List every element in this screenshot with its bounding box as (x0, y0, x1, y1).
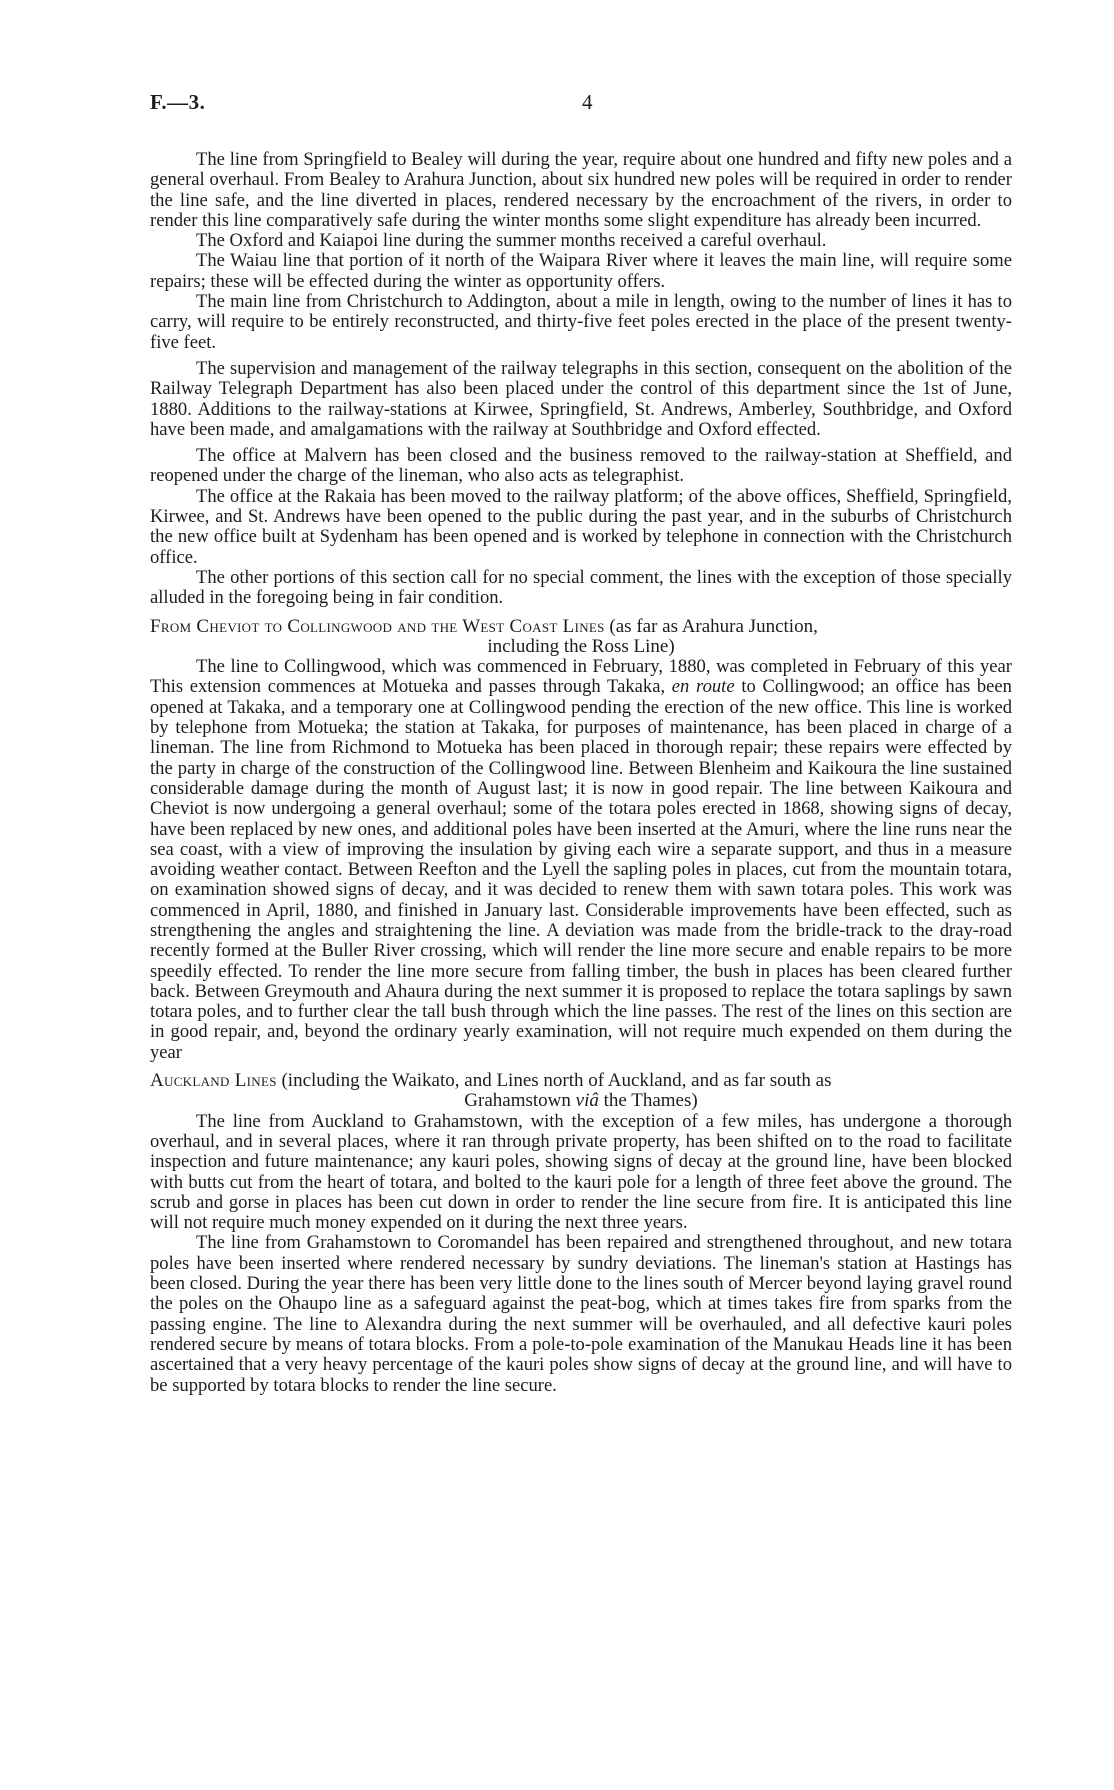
page-number: 4 (582, 90, 593, 114)
paragraph: The line from Auckland to Grahamstown, with the exception of a few miles, has undergone a thorough overhaul, and in several places, where it ran through private property, has been shifted on to the road to facilitate inspection and future maintenance; any kauri poles, showing signs of decay at the ground line, have been blocked with butts cut from the heart of totara, and bolted to the kauri pole for a length of three feet above the ground. The scrub and gorse in places has been cut down in order to render the line secure from fire. It is anticipated this line will not require much money expended on it during the next three years. (150, 1110, 1012, 1234)
paragraph: The supervision and management of the railway telegraphs in this section, consequent on the abolition of the Railway Telegraph Department has also been placed under the control of this department since the 1st of June, 1880. Additions to the railway-stations at Kirwee, Springfield, St. Andrews, Amberley, Southbridge, and Oxford have been made, and amalgamations with the railway at Southbridge and Oxford effected. (150, 357, 1012, 440)
section-heading-qualifier: (including the Waikato, and Lines north of Auckland, and as far south as (281, 1070, 832, 1092)
document-reference: F.—3. (150, 90, 206, 114)
paragraph: The Oxford and Kaiapoi line during the summer months received a careful overhaul. (196, 230, 827, 252)
paragraph (150, 657, 1012, 1063)
section-heading-line2: including the Ross Line) (487, 635, 675, 657)
heading-text: Grahamstown (464, 1090, 571, 1112)
paragraph: The other portions of this section call for no special comment, the lines with the exception of those specially alluded in the foregoing being in fair condition. (150, 566, 1012, 609)
paragraph: The line from Springfield to Bealey will during the year, require about one hundred and fifty new poles and a general overhaul. From Bealey to Arahura Junction, about six hundred new poles will be required in order to render the line safe, and the line diverted in places, rendered necessary by the encroachment of the rivers, in order to render this line comparatively safe during the winter months some slight expenditure has already been incurred. (150, 149, 1012, 231)
paragraph: The line from Grahamstown to Coromandel has been repaired and strengthened throughout, and new totara poles have been inserted where rendered necessary by sundry deviations. The lineman's station at Hastings has been closed. During the year there has been very little done to the lines south of Mercer beyond laying gravel round the poles on the Ohaupo line as a safeguard against the peat-bog, which at times takes fire from sparks from the passing engine. The line to Alexandra during the next summer will be overhauled, and all defective kauri poles rendered secure by means of totara blocks. From a pole-to-pole examination of the Manukau Heads line it has been ascertained that a very heavy percentage of the kauri poles show signs of decay at the ground line, and will have to be supported by totara blocks to render the line secure. (150, 1232, 1012, 1396)
heading-italic: viâ (575, 1090, 599, 1112)
section-heading-auckland (150, 1071, 1012, 1112)
paragraph: The office at the Rakaia has been moved to the railway platform; of the above offices, Sheffield, Springfield, Kirwee, and St. Andrews have been opened to the public during the past year, and in the suburbs of Christchurch the new office built at Sydenham has been opened and is worked by telephone in connection with the Christchurch office. (150, 485, 1012, 568)
paragraph-text: to Collingwood; an office has been opened at Takaka, and a temporary one at Collingwood pending the erection of the new office. This line is worked by telephone from Motueka; the station at Takaka, for purposes of maintenance, has been placed in charge of a lineman. The line from Richmond to Motueka has been placed in thorough repair; these repairs were effected by the party in charge of the construction of the Collingwood line. Between Blenheim and Kaikoura the line sustained considerable damage during the month of August last; it is now in good repair. The line between Kaikoura and Cheviot is now undergoing a general overhaul; some of the totara poles erected in 1868, showing signs of decay, have been replaced by new ones, and additional poles have been inserted at the Amuri, where the line runs near the sea coast, with a view of improving the insulation by giving each wire a separate support, and thus in a measure avoiding weather contact. Between Reefton and the Lyell the sapling poles in places, cut from the mountain totara, on examination showed signs of decay, and it was decided to renew them with sawn totara poles. This work was commenced in April, 1880, and finished in January last. Considerable improvements have been effected, such as strengthening the angles and straightening the line. A deviation was made from the bridle-track to the dray-road recently formed at the Buller River crossing, which will render the line more secure and enable repairs to be more speedily effected. To render the line more secure from falling timber, the bush in places has been cleared further back. Between Greymouth and Ahaura during the next summer it is proposed to replace the totara saplings by sawn totara poles, and to further clear the tall bush through which the line passes. The rest of the lines on this section are in good repair, and, beyond the ordinary yearly examination, will not require much expended on them during the year (150, 676, 1012, 1063)
section-heading-caps: From Cheviot to Collingwood and the West Coast Lines (150, 615, 605, 637)
paragraph-italic: en route (671, 676, 735, 698)
heading-text: the Thames) (603, 1090, 698, 1112)
section-heading-caps: Auckland Lines (150, 1070, 277, 1092)
paragraph: The main line from Christchurch to Addington, about a mile in length, owing to the number of lines it has to carry, will require to be entirely reconstructed, and thirty-five feet poles erected in the place of the present twenty-five feet. (150, 291, 1012, 353)
paragraph: The office at Malvern has been closed and the business removed to the railway-station at Sheffield, and reopened under the charge of the lineman, who also acts as telegraphist. (150, 445, 1012, 487)
paragraph: The Waiau line that portion of it north of the Waipara River where it leaves the main line, will require some repairs; these will be effected during the winter as opportunity offers. (150, 250, 1012, 292)
section-heading-line2 (150, 1091, 1012, 1111)
document-body (150, 150, 1012, 1396)
paragraph-text: The line to Collingwood, which was commenced in February, 1880, was completed in February of this year This extension commences at Motueka and passes through Takaka, (150, 656, 1012, 698)
section-heading-cheviot (150, 617, 1012, 658)
section-heading-qualifier: (as far as Arahura Junction, (609, 615, 818, 637)
